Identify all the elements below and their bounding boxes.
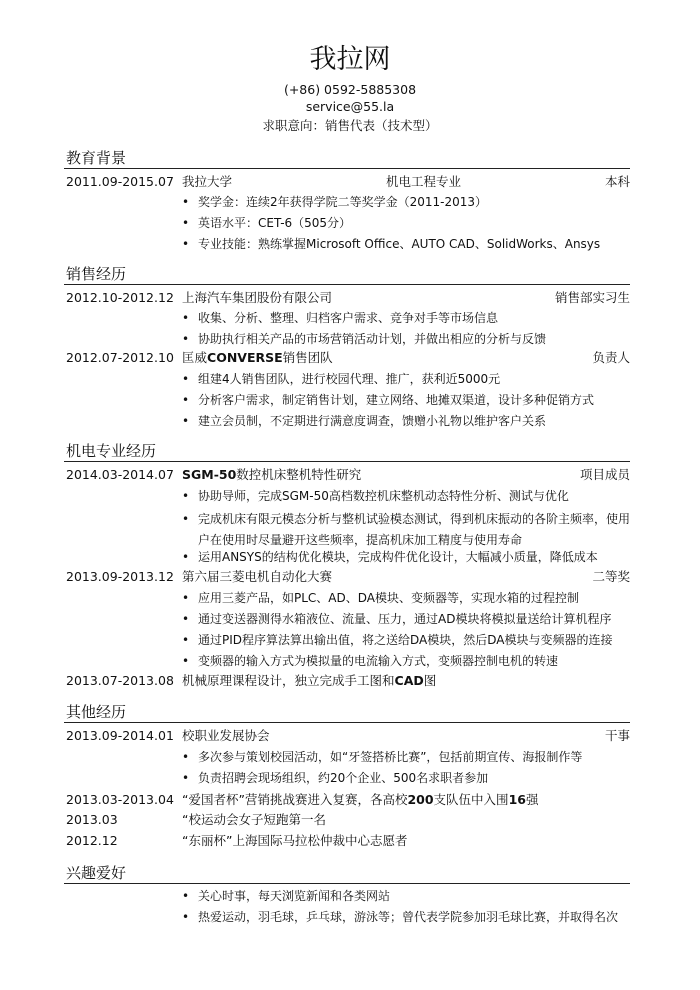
bullet-icon: • — [182, 237, 190, 251]
entry-date: 2012.12 — [66, 833, 118, 848]
entry-organization: 上海汽车集团股份有限公司 — [182, 290, 333, 305]
entry-organization: “爱国者杯”营销挑战赛进入复赛，各高校200支队伍中入围16强 — [182, 792, 539, 807]
education-entry — [66, 172, 630, 192]
entry-date: 2014.03-2014.07 — [66, 467, 174, 482]
entry-date: 2013.03 — [66, 812, 118, 827]
engineering-entry — [66, 671, 630, 691]
list-item: • 多次参与策划校园活动，如“牙签搭桥比赛”，包括前期宣传、海报制作等 — [182, 747, 630, 768]
major: 机电工程专业 — [386, 174, 462, 189]
sales-entry — [66, 348, 630, 368]
section-title-hobbies: 兴趣爱好 — [66, 864, 127, 882]
list-item: • 通过变送器测得水箱液位、流量、压力，通过AD模块将模拟量送给计算机程序 — [182, 609, 630, 630]
list-item: • 英语水平：CET-6（505分） — [182, 213, 630, 234]
list-item: • 分析客户需求，制定销售计划，建立网络、地摊双渠道，设计多种促销方式 — [182, 390, 630, 411]
bullet-icon: • — [182, 393, 190, 407]
entry-organization: 第六届三菱电机自动化大赛 — [182, 569, 333, 584]
section-divider — [64, 284, 630, 285]
job-objective: 求职意向：销售代表（技术型） — [262, 118, 438, 133]
bullet-icon: • — [182, 550, 190, 564]
other-entry — [66, 790, 630, 810]
bullet-icon: • — [182, 750, 190, 764]
entry-organization: SGM-50数控机床整机特性研究 — [182, 467, 362, 482]
bullet-icon: • — [182, 414, 190, 428]
section-divider — [64, 883, 630, 884]
school-name: 我拉大学 — [182, 174, 233, 189]
list-item: • 收集、分析、整理、归档客户需求、竞争对手等市场信息 — [182, 308, 630, 329]
bullet-icon: • — [182, 910, 190, 924]
bullet-icon: • — [182, 771, 190, 785]
bullet-icon: • — [182, 372, 190, 386]
bullet-icon: • — [182, 216, 190, 230]
entry-role: 干事 — [604, 728, 630, 743]
list-item: • 奖学金：连续2年获得学院二等奖学金（2011-2013） — [182, 192, 630, 213]
entry-date: 2013.09-2014.01 — [66, 728, 174, 743]
bullet-icon: • — [182, 591, 190, 605]
entry-organization: “校运动会女子短跑第一名 — [182, 812, 326, 827]
entry-role: 二等奖 — [592, 569, 630, 584]
entry-organization: 匡威CONVERSE销售团队 — [182, 350, 333, 365]
section-title-other: 其他经历 — [66, 703, 127, 721]
sales-entry — [66, 288, 630, 308]
bullet-icon: • — [182, 654, 190, 668]
bullet-icon: • — [182, 489, 190, 503]
engineering-entry — [66, 567, 630, 587]
list-item: • 完成机床有限元模态分析与整机试验模态测试，得到机床振动的各阶主频率，使用户在使用时尽量避开这些频率，提高机床加工精度与使用寿命 — [182, 509, 630, 551]
section-divider — [64, 168, 630, 169]
list-item: • 负责招聘会现场组织，约20个企业、500名求职者参加 — [182, 768, 630, 789]
list-item: • 运用ANSYS的结构优化模块，完成构件优化设计，大幅减小质量，降低成本 — [182, 547, 630, 568]
list-item: • 协助执行相关产品的市场营销活动计划，并做出相应的分析与反馈 — [182, 329, 630, 350]
bullet-icon: • — [182, 889, 190, 903]
list-item: • 热爱运动，羽毛球，乒乓球，游泳等；曾代表学院参加羽毛球比赛，并取得名次 — [182, 907, 630, 928]
bullet-icon: • — [182, 612, 190, 626]
bullet-icon: • — [182, 311, 190, 325]
section-divider — [64, 461, 630, 462]
entry-organization: 校职业发展协会 — [182, 728, 270, 743]
other-entry — [66, 726, 630, 746]
entry-role: 负责人 — [592, 350, 630, 365]
candidate-name: 我拉网 — [309, 44, 391, 75]
entry-date: 2013.03-2013.04 — [66, 792, 174, 807]
list-item: • 通过PID程序算法算出输出值，将之送给DA模块，然后DA模块与变频器的连接 — [182, 630, 630, 651]
bullet-icon: • — [182, 512, 190, 526]
section-divider — [64, 722, 630, 723]
entry-organization: 机械原理课程设计，独立完成手工图和CAD图 — [182, 673, 437, 688]
degree: 本科 — [604, 174, 630, 189]
list-item: • 组建4人销售团队，进行校园代理、推广，获利近5000元 — [182, 369, 630, 390]
entry-date: 2012.10-2012.12 — [66, 290, 174, 305]
entry-date: 2011.09-2015.07 — [66, 174, 174, 189]
list-item: • 专业技能：熟练掌握Microsoft Office、AUTO CAD、SolidWorks、Ansys — [182, 234, 630, 255]
entry-role: 销售部实习生 — [554, 290, 630, 305]
entry-role: 项目成员 — [579, 467, 630, 482]
list-item: • 建立会员制，不定期进行满意度调查，馈赠小礼物以维护客户关系 — [182, 411, 630, 432]
list-item: • 关心时事，每天浏览新闻和各类网站 — [182, 886, 630, 907]
list-item: • 应用三菱产品，如PLC、AD、DA模块、变频器等，实现水箱的过程控制 — [182, 588, 630, 609]
section-title-engineering: 机电专业经历 — [66, 442, 157, 460]
other-entry — [66, 810, 630, 830]
section-title-education: 教育背景 — [66, 149, 127, 167]
email: service@55.la — [305, 99, 395, 114]
bullet-icon: • — [182, 332, 190, 346]
engineering-entry — [66, 465, 630, 485]
other-entry — [66, 831, 630, 851]
list-item: • 协助导师，完成SGM-50高档数控机床整机动态特性分析、测试与优化 — [182, 486, 630, 507]
section-title-sales: 销售经历 — [66, 265, 127, 283]
entry-organization: “东丽杯”上海国际马拉松仲裁中心志愿者 — [182, 833, 408, 848]
entry-date: 2013.09-2013.12 — [66, 569, 174, 584]
bullet-icon: • — [182, 633, 190, 647]
entry-date: 2012.07-2012.10 — [66, 350, 174, 365]
phone: (+86) 0592-5885308 — [283, 82, 417, 97]
entry-date: 2013.07-2013.08 — [66, 673, 174, 688]
bullet-icon: • — [182, 195, 190, 209]
list-item: • 变频器的输入方式为模拟量的电流输入方式，变频器控制电机的转速 — [182, 651, 630, 672]
